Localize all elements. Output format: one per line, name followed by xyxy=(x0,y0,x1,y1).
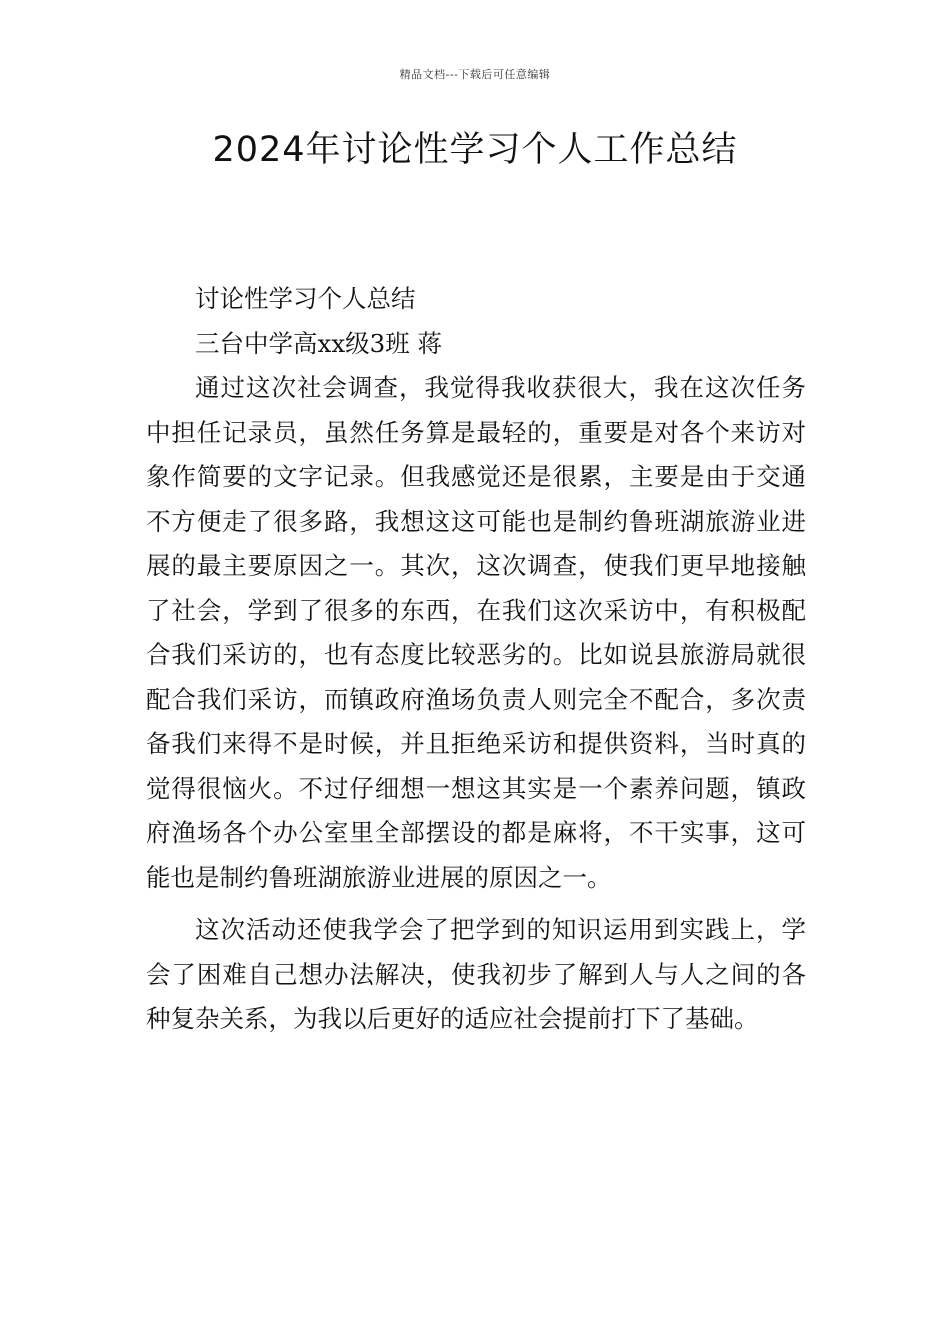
body-paragraph-2: 这次活动还使我学会了把学到的知识运用到实践上，学会了困难自己想办法解决，使我初步了解到人与人之间的各种复杂关系，为我以后更好的适应社会提前打下了基础。 xyxy=(146,915,806,1033)
subtitle-paragraph: 讨论性学习个人总结 xyxy=(195,284,416,313)
author-paragraph: 三台中学高xx级3班 蒋 xyxy=(195,328,443,358)
document-title: 2024年讨论性学习个人工作总结 xyxy=(212,130,738,170)
body-paragraph-1: 通过这次社会调查，我觉得我收获很大，我在这次任务中担任记录员，虽然任务算是最轻的，重要是对各个来访对象作简要的文字记录。但我感觉还是很累，主要是由于交通不方便走了很多路，我想这这可能也是制约鲁班湖旅游业进展的最主要原因之一。其次，这次调查，使我们更早地接触了社会，学到了很多的东西，在我们这次采访中，有积极配合我们采访的，也有态度比较恶劣的。比如说县旅游局就很配合我们采访，而镇政府渔场负责人则完全不配合，多次责备我们来得不是时候，并且拒绝采访和提供资料，当时真的觉得很恼火。不过仔细想一想这其实是一个素养问题，镇政府渔场各个办公室里全部摆设的都是麻将，不干实事，这可能也是制约鲁班湖旅游业进展的原因之一。 xyxy=(146,373,806,892)
page-header-note: 精品文档---下载后可任意编辑 xyxy=(399,68,551,81)
document-body xyxy=(146,277,806,1042)
